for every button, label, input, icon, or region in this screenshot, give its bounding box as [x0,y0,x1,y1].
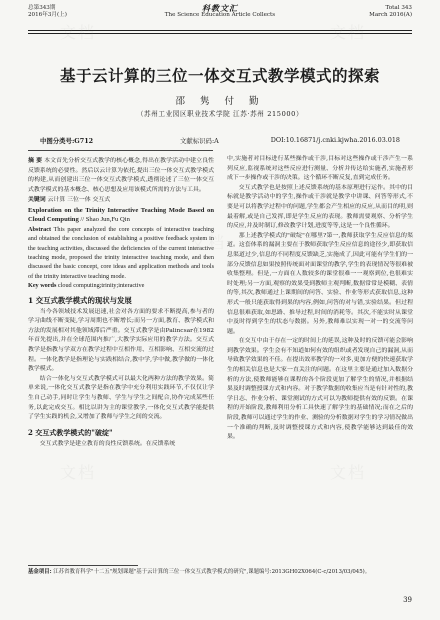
abstract-en [28,225,214,281]
journal-masthead [28,5,412,19]
watermark-5: 文档 [330,463,367,482]
abstract-divider [28,150,213,151]
keywords-en-text: cloud computing;trinity;interactive [57,282,145,290]
issue-total-en: Total 343 [385,5,412,11]
funding-footnote [28,568,412,576]
footnote-text: 江苏省教育科学"十二五"规划课题"基于云计算的三位一体交互式教学模式的研究",课题编号:2013GH02X064(C-c/2013/03/045)。 [53,569,371,575]
clc-number: 中图分类号:G712 [40,137,94,145]
abstract-en-label: Abstract [28,225,52,233]
issue-date-en: March 2016(A) [369,12,412,18]
header-rule-thick [28,30,412,31]
section-1-paragraph-1: 当今各领域技术发展迅速,社会对各方面的要求不断提高,参与者的学习曲线不断变陡,学习周期也不断增长;而另一方面,教育、教学模式和方法的发展相对其他领域滞后严重。交互式教学是由Palincsar在1982年首先提出,并在全球范围内推广,大教学实际应用的教学方法。交互式教学是指教与学双方在教学过程中互相作用、互相影响、互相交流的过程。一体化教学是指理论与实践相结合,教中学,学中做,教学做的一体化教学模式。 [28,308,214,373]
running-header [28,5,412,29]
abstract-en-text: This paper analyzed the core concepts of interactive teaching and obtained the conclusion of establishing a positive feedback system in the teaching activities, discussed the deficiencies of the current interactive teaching mode, proposed the trinity interactive teaching mode, and then discussed the basic concept, core ideas and application methods and tools of the trinity interactive teaching mode. [28,225,214,280]
right-paragraph-4: 在交互中由于存在一定的时间上的延误,这种及时的反馈可能会影响到教学效果。学生会有不知道如何有效的组织或者发现自己的漏洞,从而导致教学效果的不佳。在提出效率教学的一对多,更加方便的快速获取学生的相关信息也是大家一直关注的问题。在这里主要是通过加入数据分析的方法,使教师能够在课程的各个阶段更加了解学生的情况,并根据结果及时调整授课方式和内容。对于教学数据的收集应当是有针对性的,教学日志、作业分析、课堂测试的方式可以为教师提供有效的反馈。在课程的开始阶段,教师利用分析工具快速了解学生的基础情况;而在之后的阶段,教师可以通过学生的作业、测验的分析数据对学生的学习情况做出一个准确的判断,及时调整授课方式和内容,使教学能够达到最佳的效果。 [227,338,413,441]
watermark-1: 文档 [60,23,97,42]
issue-date-cn: 2016年3月(上) [28,12,67,18]
header-rule-thin [28,33,412,34]
section-2-heading: 2 交互式教学模式的"破绽" [28,427,113,437]
journal-english-name: The Science Education Article Collects [164,12,276,18]
page-number: 39 [403,596,412,604]
abstract-text: 本文首先分析交互式教学的核心概念,得出在教学活动中建立良性反馈系统的必要性。然后以云计算为依托,提出三位一体交互式教学模式的构建,从而创建出三位一体交互式教学模式,透彻论述了三位一体交互式教学模式的基本概念、核心思想及应用该模式所需的方法与工具。 [28,158,214,193]
footnote-label: 基金项目: [28,569,52,575]
article-title: 基于云计算的三位一体交互式教学模式的探索 [59,66,380,85]
doi: DOI:10.16871/j.cnki.kjwha.2016.03.018 [270,136,400,144]
footnote-rule [28,565,138,566]
left-column [28,156,214,449]
section-2-paragraph-1: 交互式教学是建立教育的良性反馈系统。在反馈系统 [39,440,176,447]
section-1-paragraph-2: 结合一体化与交互式教学模式可以最大化两种方法的教学效果。简单来说,一体化交互式教学是指在教学中充分利用实践环节,不仅仅让学生自己动手,同时让学生与教师、学生与学生之间配合,协作完成某些任务,以此完成交互。相比以讲为主的课堂教学,一体化交互式教学能提供了学生实践的机会,又增加了教师与学生之间的交流。 [28,375,214,421]
english-title [28,206,214,225]
issue-total-cn: 总第343期 [28,5,56,11]
keywords-en-label: Key words [28,282,57,290]
right-column [227,155,413,443]
keywords-en [28,281,214,290]
watermark-2: 文档 [330,23,367,42]
journal-logo: 科教文汇 [202,3,238,13]
section-1-heading: 1 交互式教学模式的现状与发展 [28,295,132,305]
abstract-cn [28,156,214,195]
keywords-label: 关键词 [28,196,46,204]
article-authors: 邵 隽 付 勤 [175,96,265,107]
watermark-4: 文档 [60,463,97,482]
keywords-cn [28,195,214,206]
english-title-line1: Exploration on the Trinity Interactive Teaching Mode [28,206,185,214]
issue-info-right [369,5,412,19]
watermark-3: 文档 [190,233,227,252]
author-affiliation: （苏州工业园区职业技术学院 江苏·苏州 215000） [136,110,304,118]
english-authors: // Shao Jun,Fu Qin [80,216,130,224]
abstract-label: 摘 要 [28,157,43,164]
document-code: 文献标识码:A [180,137,219,145]
right-paragraph-2: 交互式教学也是按照上述反馈系统的基本原理进行运作。其中的目标就是教学活动中的学生,操作或干涉就是教学中讲课、问答等形式,不要是可以将教学过程中的问题,学生都会产生相应的反应,从而目的明,则最着解,或是自己发挥,即是学生反应的表现。教师需要观察、分析学生的反应,并及时制订,修改教学计划,进度等等,这是一个良性循环。 [227,184,413,230]
english-title-line2: Based on Cloud Computing [28,206,214,224]
right-paragraph-1: 中,实施者对目标进行某些操作或干涉,目标对这些操作或干涉产生一系列反应,监视系统对这些反应进行测量、分析并传达给实施者,实施者形成下一步操作或干涉的决策。这个循环不断反复,直到完成任务。 [227,156,413,182]
right-paragraph-3: 那上述教学模式的"破绽"在哪里?第一,教师获取学生反应信息的渠道。这套体系的漏洞主要在于教师获取学生反应信息的途径少,即获取信息渠道过少,信息的不同程度反馈缺乏,实施成了,因此可能有学生们的一部分反馈信息如果按照传统面对面课堂的教学,学生的表现情况等很难被收集整理。但是,一方面在人数较多的课堂很难一一观察到位,也很难实时处理;另一方面,观察的效果受到教师主观判断,数据常常是模糊、表情的等,其次,教师通过上课期间的问答、实验、作业等形式获取信息,这种形式一般只能获取得到果的内容,例如,问答的对与错,实验结果。但过程信息很难获取,如思路、推导过程,时间的消耗等。其次,不能实时从课堂中及时得到学生的状态与数据。另外,教师难以实现一对一的交流等问题。 [227,232,413,335]
keywords-text: 云计算 三位一体 交互式 [47,197,111,204]
